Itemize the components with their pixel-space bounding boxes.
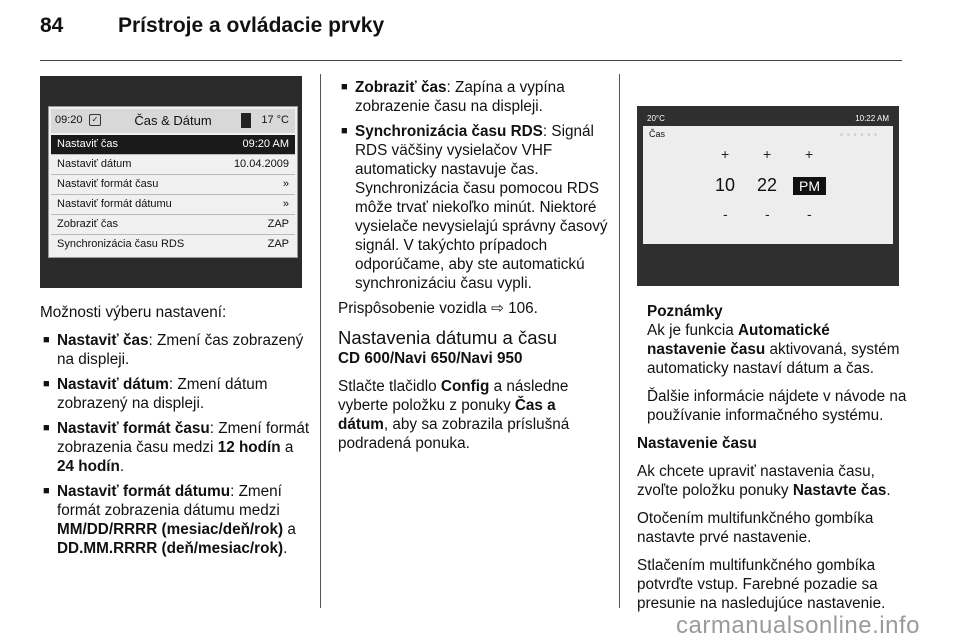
minute-value[interactable]: 22 xyxy=(757,175,778,195)
time-date-menu xyxy=(48,106,298,258)
header-rule xyxy=(40,60,902,61)
column-3 xyxy=(637,302,907,622)
time-set-screen xyxy=(637,106,899,286)
text: aktivovaná, systém automaticky nastaví dátum a čas. xyxy=(647,341,900,377)
menu-name: Čas a dátum xyxy=(338,397,556,433)
row-label: Nastaviť formát dátumu xyxy=(57,198,172,210)
status-bar xyxy=(643,112,893,126)
instruction-para-1 xyxy=(637,462,907,500)
temperature-readout: 20°C xyxy=(647,114,665,123)
function-name: Automatické nastavenie času xyxy=(647,322,830,358)
row-label: Nastaviť formát času xyxy=(57,178,159,190)
row-value: ZAP xyxy=(267,238,289,250)
clock-readout: 09:20 xyxy=(55,114,83,126)
note-box xyxy=(637,302,907,425)
desc: : Zmení formát zobrazenia dátumu medzi xyxy=(57,483,282,519)
minute-minus-icon[interactable]: - xyxy=(765,206,770,222)
bullet-set-time xyxy=(40,331,310,369)
page-header xyxy=(40,14,384,38)
ampm-minus-icon[interactable]: - xyxy=(807,206,812,222)
time-date-screen xyxy=(40,76,302,288)
row-label: Nastaviť dátum xyxy=(57,158,132,170)
column-1 xyxy=(40,303,310,564)
bullet-date-format xyxy=(40,482,310,558)
chevron-right-icon: » xyxy=(282,198,289,210)
bullet-time-format xyxy=(40,419,310,476)
term: Zobraziť čas xyxy=(355,79,447,96)
section-heading: Nastavenia dátumu a času xyxy=(338,327,558,348)
ampm-plus-icon[interactable]: + xyxy=(805,146,814,162)
term: Nastaviť dátum xyxy=(57,376,169,393)
desc: . xyxy=(119,458,125,475)
row-label: Nastaviť čas xyxy=(57,138,118,150)
page-number: 84 xyxy=(40,14,64,37)
menu-row-show-time[interactable] xyxy=(51,215,295,235)
desc: a xyxy=(280,439,294,456)
text: , aby sa zobrazila príslušná podradená ponuka. xyxy=(338,416,570,452)
watermark: carmanualsonline.info xyxy=(676,612,920,639)
menu-row-date-format[interactable] xyxy=(51,195,295,215)
desc: . xyxy=(283,540,288,557)
panel-caption: Čas xyxy=(649,129,666,139)
bullet-show-time xyxy=(338,78,610,116)
hour-value[interactable]: 10 xyxy=(715,175,736,195)
value: 24 hodín xyxy=(57,458,120,475)
ampm-value[interactable]: PM xyxy=(793,177,826,195)
text: Stlačte tlačidlo xyxy=(338,378,441,395)
note-text-2: Ďalšie informácie nájdete v návode na používanie informačného systému. xyxy=(647,388,907,424)
bullet-set-date xyxy=(40,375,310,413)
status-icons: ◦◦◦◦◦◦ xyxy=(839,130,881,139)
menu-row-set-date[interactable] xyxy=(51,155,295,175)
subheading: CD 600/Navi 650/Navi 950 xyxy=(338,350,523,367)
menu-row-set-time[interactable] xyxy=(51,135,295,155)
hour-minus-icon[interactable]: - xyxy=(723,206,728,222)
text: . xyxy=(886,482,891,499)
time-set-panel xyxy=(643,126,893,244)
term: Nastaviť formát času xyxy=(57,420,210,437)
value: 12 hodín xyxy=(217,439,281,456)
value: MM/DD/RRRR (mesiac/deň/rok) xyxy=(57,521,284,538)
column-divider-1 xyxy=(320,74,321,608)
instruction-para xyxy=(338,377,610,453)
clock-readout: 10:22 AM xyxy=(855,114,889,123)
note-title: Poznámky xyxy=(647,303,723,320)
subheading: Nastavenie času xyxy=(637,435,757,452)
hour-plus-icon[interactable]: + xyxy=(721,146,730,162)
desc: : Zmení formát zobrazenia času medzi xyxy=(57,420,310,456)
page-title: Prístroje a ovládacie prvky xyxy=(118,14,385,37)
desc: a xyxy=(283,521,296,538)
note-text xyxy=(647,321,907,378)
minute-plus-icon[interactable]: + xyxy=(763,146,772,162)
desc: : Zmení čas zobrazený na displeji. xyxy=(57,332,304,368)
desc: : Zmení dátum zobrazený na displeji. xyxy=(57,376,268,412)
intro-text: Možnosti výberu nastavení: xyxy=(40,304,227,321)
arrow-right-icon: ⇨ xyxy=(491,300,504,317)
text: Ak chcete upraviť nastavenia času, zvoľte položku ponuky xyxy=(637,463,875,499)
desc: : Zapína a vypína zobrazenie času na displeji. xyxy=(355,79,565,115)
row-value: 09:20 AM xyxy=(242,138,289,150)
text: Ak je funkcia xyxy=(647,322,738,339)
column-2 xyxy=(338,78,610,462)
row-label: Zobraziť čas xyxy=(57,218,118,230)
instruction-para-3: Stlačením multifunkčného gombíka potvrďte vstup. Farebné pozadie sa presunie na nasledujúce nastavenie. xyxy=(637,557,886,612)
screen-title: Čas & Dátum xyxy=(134,113,212,128)
row-label: Synchronizácia času RDS xyxy=(57,238,185,250)
term: Nastaviť formát dátumu xyxy=(57,483,231,500)
adaptation-ref xyxy=(338,299,610,318)
text: a následne vyberte položku z ponuky xyxy=(338,378,569,414)
term: Synchronizácia času RDS xyxy=(355,123,543,140)
menu-row-time-format[interactable] xyxy=(51,175,295,195)
clock-icon: ✓ xyxy=(89,114,101,126)
bullet-rds-sync xyxy=(338,122,610,293)
ref-page: 106. xyxy=(503,300,538,317)
button-name: Config xyxy=(440,378,490,395)
instruction-para-2: Otočením multifunkčného gombíka nastavte prvé nastavenie. xyxy=(637,510,874,546)
row-value: 10.04.2009 xyxy=(233,158,289,170)
menu-row-rds-sync[interactable] xyxy=(51,235,295,254)
chevron-right-icon: » xyxy=(282,178,289,190)
row-value: ZAP xyxy=(267,218,289,230)
ref-text: Prispôsobenie vozidla xyxy=(338,300,492,317)
phone-icon xyxy=(241,113,251,128)
desc: : Signál RDS väčšiny vysielačov VHF automaticky nastavuje čas. Synchronizácia času pomocou RDS môže trvať niekoľko minút. Niektoré vysielače nevysielajú správny časový signál. V takýchto prípadoch odporúčame, aby ste automatickú synchronizáciu času vypli. xyxy=(355,123,608,292)
screen-title-bar xyxy=(51,109,295,133)
column-divider-2 xyxy=(619,74,620,608)
temperature-readout: 17 °C xyxy=(261,114,289,126)
term: Nastaviť čas xyxy=(57,332,149,349)
value: DD.MM.RRRR (deň/mesiac/rok) xyxy=(57,540,284,557)
menu-name: Nastavte čas xyxy=(792,482,887,499)
